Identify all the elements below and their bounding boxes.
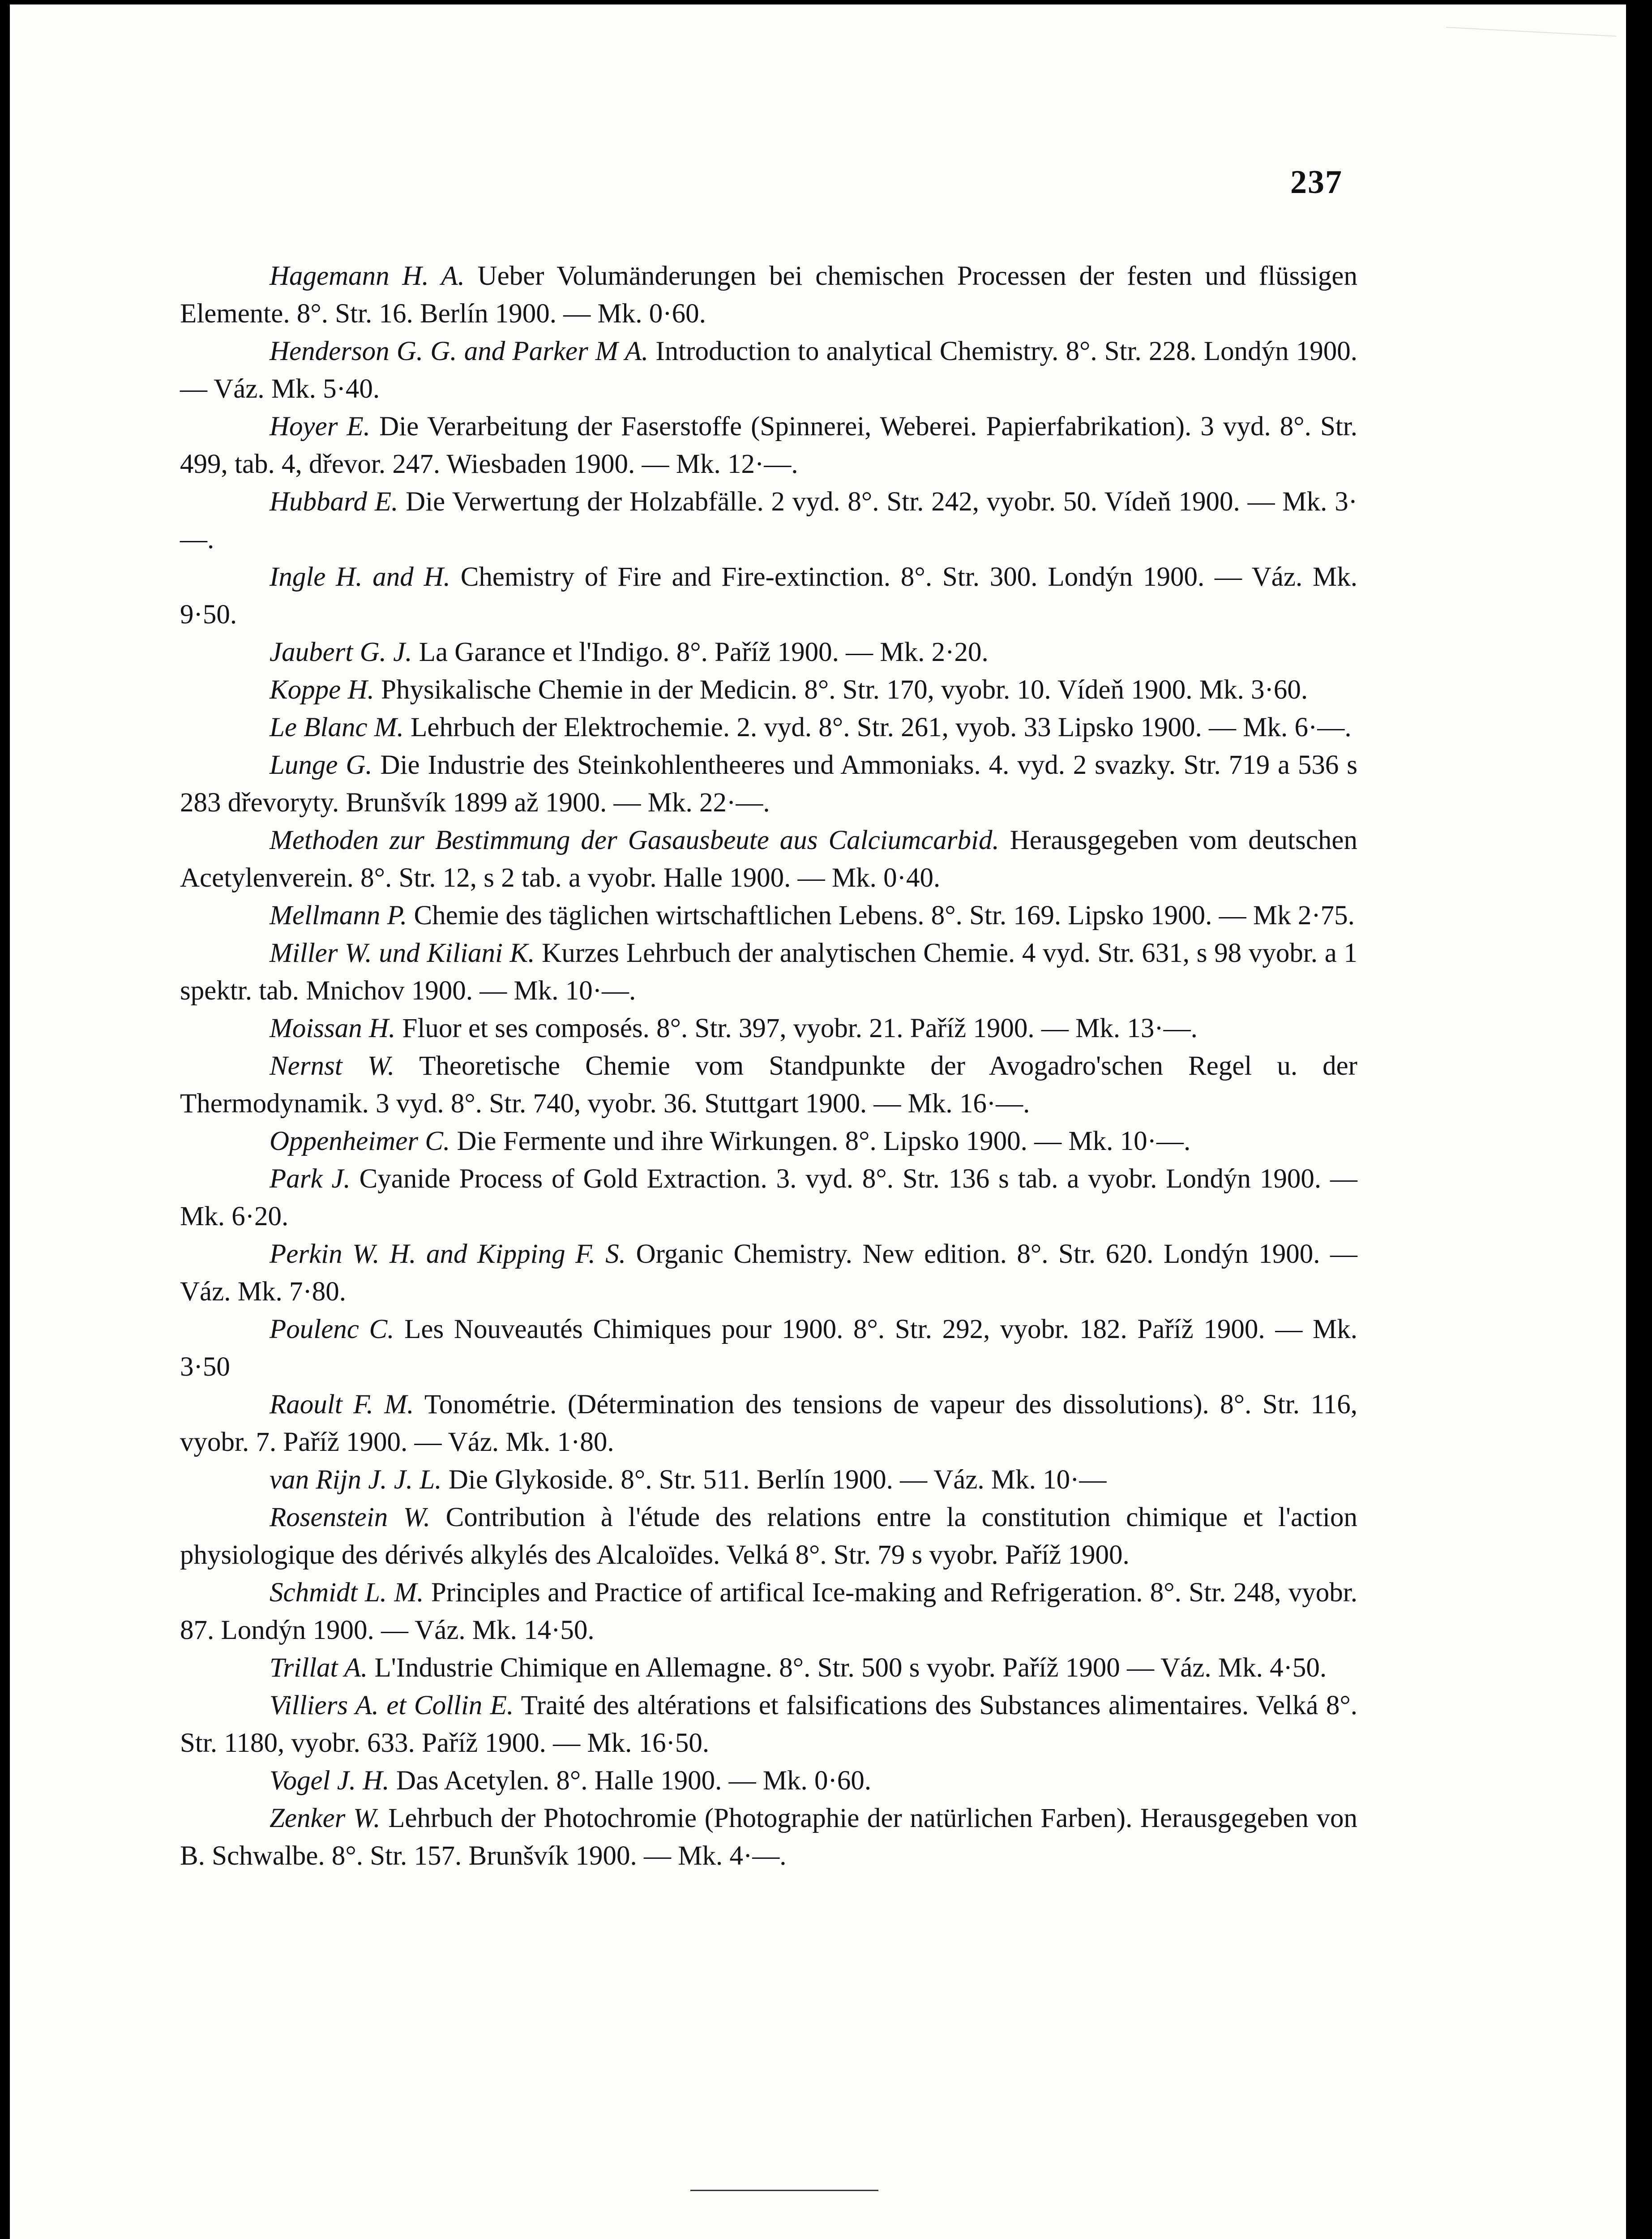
bibliography-entry	[180, 1386, 1357, 1461]
bibliography-entry	[180, 1499, 1357, 1574]
entry-author: Jaubert G. J.	[270, 637, 412, 667]
bibliography-entry	[180, 257, 1357, 333]
bibliography-entry	[180, 634, 1357, 671]
entry-text: Theoretische Chemie vom Standpunkte der Avogadro'schen Regel u. der Thermodynamik. 3 vyd. 8°. Str. 740, vyobr. 36. Stuttgart 1900. — Mk. 16·—.	[180, 1051, 1357, 1119]
bibliography-entry	[180, 1160, 1357, 1235]
bibliography-entry	[180, 897, 1357, 935]
entry-text: Lehrbuch der Elektrochemie. 2. vyd. 8°. Str. 261, vyob. 33 Lipsko 1900. — Mk. 6·—.	[411, 712, 1352, 742]
bibliography-entry	[180, 333, 1357, 408]
bibliography-entry	[180, 1649, 1357, 1687]
entry-text: Physikalische Chemie in der Medicin. 8°. Str. 170, vyobr. 10. Vídeň 1900. Mk. 3·60.	[381, 675, 1308, 705]
bibliography-entry	[180, 1461, 1357, 1499]
bibliography-list	[180, 257, 1357, 1875]
scan-artifact	[1447, 4, 1618, 37]
entry-author: Raoult F. M.	[270, 1390, 414, 1420]
entry-text: Die Verarbeitung der Faserstoffe (Spinnerei, Weberei. Papierfabrikation). 3 vyd. 8°. Str. 499, tab. 4, dřevor. 247. Wiesbaden 1900. — Mk. 12·—.	[180, 412, 1358, 479]
entry-author: Villiers A. et Collin E.	[270, 1690, 514, 1720]
entry-text: L'Industrie Chimique en Allemagne. 8°. Str. 500 s vyobr. Paříž 1900 — Váz. Mk. 4·50.	[374, 1653, 1327, 1683]
entry-text: Cyanide Process of Gold Extraction. 3. vyd. 8°. Str. 136 s tab. a vyobr. Londýn 1900. — Mk. 6·20.	[180, 1164, 1357, 1231]
entry-author: Zenker W.	[270, 1803, 381, 1833]
entry-text: Chemie des täglichen wirtschaftlichen Lebens. 8°. Str. 169. Lipsko 1900. — Mk 2·75.	[414, 901, 1355, 931]
bibliography-entry	[180, 1123, 1357, 1160]
entry-text: Principles and Practice of artifical Ice-making and Refrigeration. 8°. Str. 248, vyobr. 87. Londýn 1900. — Váz. Mk. 14·50.	[180, 1578, 1358, 1645]
entry-author: Vogel J. H.	[270, 1766, 389, 1796]
bibliography-entry	[180, 1800, 1357, 1875]
book-page	[10, 4, 1626, 2239]
entry-text: Contribution à l'étude des relations entre la constitution chimique et l'action physiologique des dérivés alkylés des Alcaloïdes. Velká 8°. Str. 79 s vyobr. Paříž 1900.	[180, 1502, 1358, 1570]
entry-text: La Garance et l'Indigo. 8°. Paříž 1900. — Mk. 2·20.	[419, 637, 989, 667]
bibliography-entry	[180, 1235, 1357, 1311]
bibliography-entry	[180, 671, 1357, 709]
entry-author: Henderson G. G. and Parker M A.	[270, 336, 649, 366]
entry-text: Ueber Volumänderungen bei chemischen Processen der festen und flüssigen Elemente. 8°. Str. 16. Berlín 1900. — Mk. 0·60.	[180, 261, 1358, 329]
entry-author: Poulenc C.	[270, 1314, 394, 1344]
entry-text: Traité des altérations et falsifications des Substances alimentaires. Velká 8°. Str. 1180, vyobr. 633. Paříž 1900. — Mk. 16·50.	[180, 1690, 1357, 1758]
entry-text: Das Acetylen. 8°. Halle 1900. — Mk. 0·60.	[396, 1766, 872, 1796]
bibliography-entry	[180, 1762, 1357, 1800]
bibliography-entry	[180, 408, 1357, 483]
bibliography-entry	[180, 1311, 1357, 1386]
bibliography-entry	[180, 709, 1357, 746]
entry-author: Park J.	[270, 1164, 351, 1194]
entry-author: Lunge G.	[270, 750, 372, 780]
entry-text: Fluor et ses composés. 8°. Str. 397, vyobr. 21. Paříž 1900. — Mk. 13·—.	[402, 1013, 1198, 1043]
entry-text: Organic Chemistry. New edition. 8°. Str. 620. Londýn 1900. — Váz. Mk. 7·80.	[180, 1239, 1358, 1307]
entry-text: Lehrbuch der Photochromie (Photographie der natürlichen Farben). Herausgegeben von B. Schwalbe. 8°. Str. 157. Brunšvík 1900. — Mk. 4·—.	[180, 1803, 1358, 1871]
entry-author: Methoden zur Bestimmung der Gasausbeute aus Calciumcarbid.	[270, 825, 999, 855]
entry-text: Herausgegeben vom deutschen Acetylenverein. 8°. Str. 12, s 2 tab. a vyobr. Halle 1900. — Mk. 0·40.	[180, 825, 1357, 893]
entry-text: Chemistry of Fire and Fire-extinction. 8°. Str. 300. Londýn 1900. — Váz. Mk. 9·50.	[180, 562, 1358, 630]
entry-text: Die Industrie des Steinkohlentheeres und Ammoniaks. 4. vyd. 2 svazky. Str. 719 a 536 s 283 dřevoryty. Brunšvík 1899 až 1900. — Mk. 22·—.	[180, 750, 1357, 818]
entry-author: Miller W. und Kiliani K.	[270, 938, 535, 968]
entry-text: Les Nouveautés Chimiques pour 1900. 8°. Str. 292, vyobr. 182. Paříž 1900. — Mk. 3·50	[180, 1314, 1358, 1382]
entry-author: Schmidt L. M.	[270, 1578, 424, 1608]
bibliography-entry	[180, 1010, 1357, 1047]
entry-author: Koppe H.	[270, 675, 374, 705]
entry-author: van Rijn J. J. L.	[270, 1465, 442, 1495]
bibliography-entry	[180, 822, 1357, 897]
entry-author: Perkin W. H. and Kipping F. S.	[270, 1239, 626, 1269]
bibliography-entry	[180, 483, 1357, 558]
bibliography-entry	[180, 1047, 1357, 1123]
entry-text: Die Fermente und ihre Wirkungen. 8°. Lipsko 1900. — Mk. 10·—.	[457, 1126, 1191, 1156]
entry-author: Moissan H.	[270, 1013, 396, 1043]
closing-rule	[690, 2190, 878, 2191]
entry-text: Kurzes Lehrbuch der analytischen Chemie. 4 vyd. Str. 631, s 98 vyobr. a 1 spektr. tab. Mnichov 1900. — Mk. 10·—.	[180, 938, 1357, 1006]
bibliography-entry	[180, 746, 1357, 822]
entry-author: Oppenheimer C.	[270, 1126, 450, 1156]
page-number: 237	[1290, 164, 1343, 201]
entry-author: Trillat A.	[270, 1653, 368, 1683]
entry-author: Le Blanc M.	[270, 712, 404, 742]
entry-text: Tonométrie. (Détermination des tensions de vapeur des dissolutions). 8°. Str. 116, vyobr. 7. Paříž 1900. — Váz. Mk. 1·80.	[180, 1390, 1357, 1457]
bibliography-entry	[180, 558, 1357, 634]
entry-author: Hoyer E.	[270, 412, 370, 442]
entry-author: Nernst W.	[270, 1051, 395, 1081]
bibliography-entry	[180, 1687, 1357, 1762]
entry-text: Die Glykoside. 8°. Str. 511. Berlín 1900. — Váz. Mk. 10·—	[448, 1465, 1107, 1495]
entry-author: Mellmann P.	[270, 901, 407, 931]
entry-author: Hagemann H. A.	[270, 261, 465, 291]
bibliography-entry	[180, 935, 1357, 1010]
bibliography-entry	[180, 1574, 1357, 1649]
entry-author: Ingle H. and H.	[270, 562, 450, 592]
entry-text: Introduction to analytical Chemistry. 8°. Str. 228. Londýn 1900. — Váz. Mk. 5·40.	[180, 336, 1357, 404]
entry-author: Rosenstein W.	[270, 1502, 431, 1532]
entry-text: Die Verwertung der Holzabfälle. 2 vyd. 8°. Str. 242, vyobr. 50. Vídeň 1900. — Mk. 3·—.	[180, 487, 1358, 554]
entry-author: Hubbard E.	[270, 487, 398, 517]
